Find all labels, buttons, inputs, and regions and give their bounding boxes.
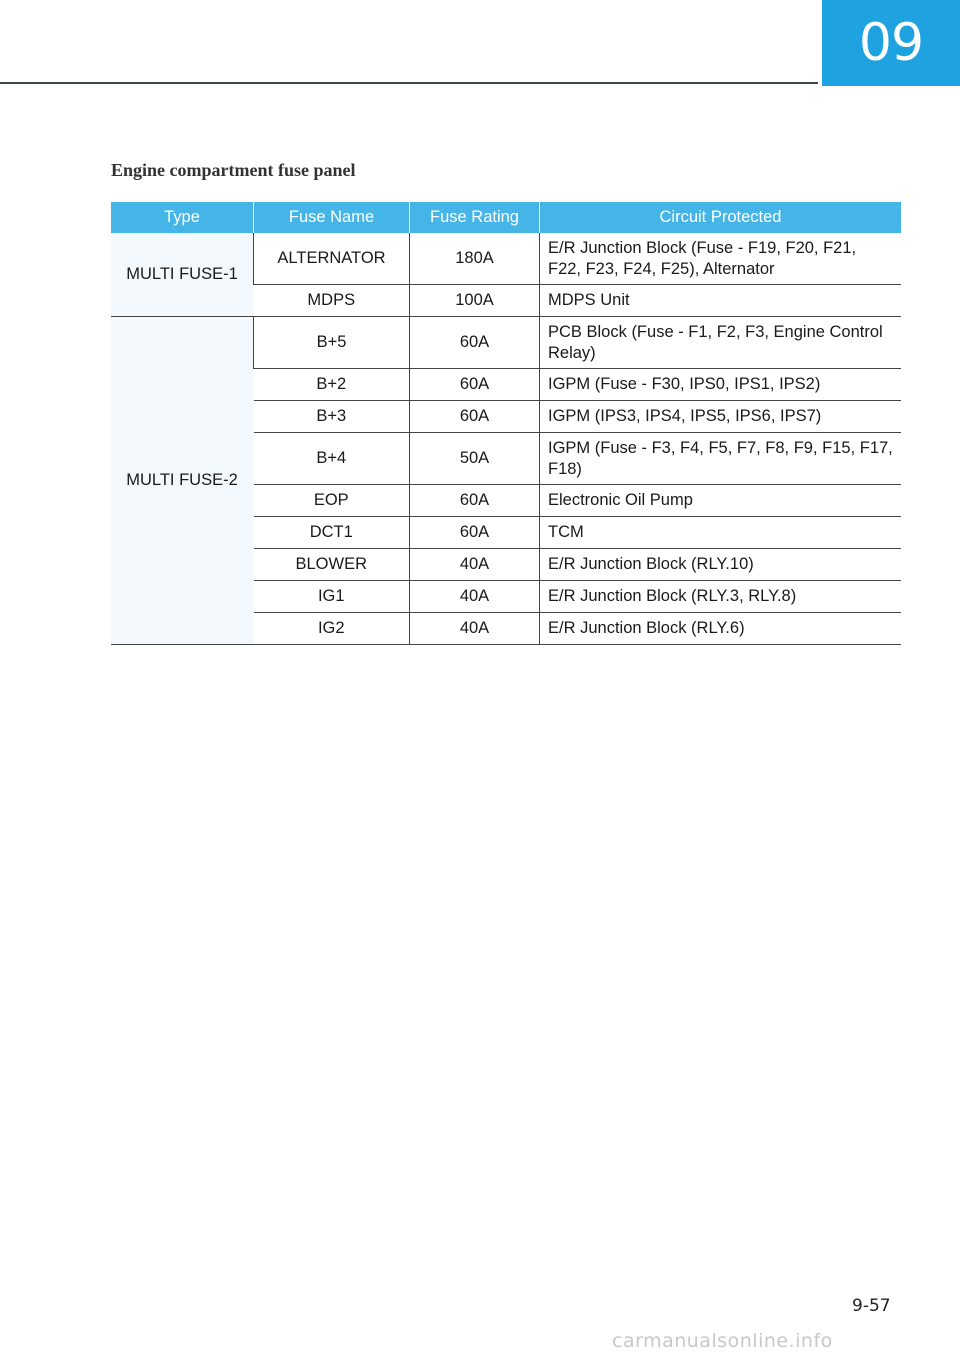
header-type: Type [111, 202, 254, 233]
fuse-name-cell: BLOWER [254, 549, 410, 581]
circuit-cell: Electronic Oil Pump [540, 485, 902, 517]
fuse-name-cell: B+2 [254, 369, 410, 401]
circuit-cell: E/R Junction Block (RLY.3, RLY.8) [540, 581, 902, 613]
circuit-cell: MDPS Unit [540, 285, 902, 317]
fuse-rating-cell: 40A [410, 549, 540, 581]
page-number: 9-57 [852, 1296, 891, 1316]
table-header-row [111, 202, 901, 233]
circuit-cell: TCM [540, 517, 902, 549]
fuse-rating-cell: 180A [410, 233, 540, 285]
header-fuse-name: Fuse Name [254, 202, 410, 233]
fuse-name-cell: B+5 [254, 317, 410, 369]
header-circuit-protected: Circuit Protected [540, 202, 902, 233]
chapter-tab: 09 [822, 0, 960, 86]
type-cell: MULTI FUSE-2 [111, 317, 254, 645]
fuse-name-cell: MDPS [254, 285, 410, 317]
table-row [111, 317, 901, 369]
fuse-name-cell: B+4 [254, 433, 410, 485]
fuse-table [111, 202, 901, 645]
fuse-name-cell: DCT1 [254, 517, 410, 549]
fuse-rating-cell: 50A [410, 433, 540, 485]
section-title: Engine compartment fuse panel [111, 160, 356, 180]
table-row [111, 233, 901, 285]
watermark-text: carmanualsonline.info [612, 1330, 833, 1352]
fuse-name-cell: IG1 [254, 581, 410, 613]
fuse-name-cell: IG2 [254, 613, 410, 645]
type-cell: MULTI FUSE-1 [111, 233, 254, 317]
header-fuse-rating: Fuse Rating [410, 202, 540, 233]
fuse-rating-cell: 60A [410, 517, 540, 549]
fuse-rating-cell: 40A [410, 613, 540, 645]
fuse-name-cell: ALTERNATOR [254, 233, 410, 285]
circuit-cell: E/R Junction Block (RLY.10) [540, 549, 902, 581]
circuit-cell: IGPM (Fuse - F3, F4, F5, F7, F8, F9, F15, F17, F18) [540, 433, 902, 485]
fuse-name-cell: EOP [254, 485, 410, 517]
circuit-cell: IGPM (IPS3, IPS4, IPS5, IPS6, IPS7) [540, 401, 902, 433]
circuit-cell: E/R Junction Block (Fuse - F19, F20, F21, F22, F23, F24, F25), Alternator [540, 233, 902, 285]
circuit-cell: E/R Junction Block (RLY.6) [540, 613, 902, 645]
fuse-rating-cell: 60A [410, 485, 540, 517]
circuit-cell: PCB Block (Fuse - F1, F2, F3, Engine Control Relay) [540, 317, 902, 369]
header-rule [0, 82, 818, 84]
fuse-rating-cell: 60A [410, 369, 540, 401]
circuit-cell: IGPM (Fuse - F30, IPS0, IPS1, IPS2) [540, 369, 902, 401]
fuse-rating-cell: 100A [410, 285, 540, 317]
fuse-rating-cell: 60A [410, 401, 540, 433]
fuse-rating-cell: 60A [410, 317, 540, 369]
fuse-rating-cell: 40A [410, 581, 540, 613]
fuse-name-cell: B+3 [254, 401, 410, 433]
